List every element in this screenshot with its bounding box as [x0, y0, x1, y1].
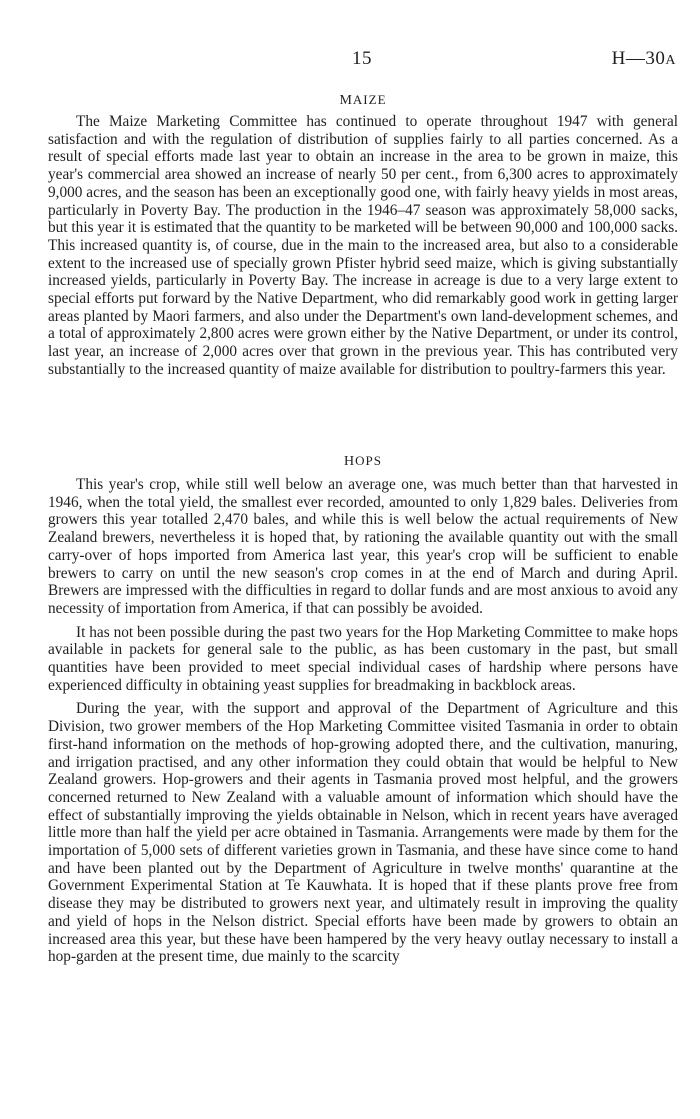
maize-heading-initial: M	[339, 93, 353, 108]
hops-heading-rest: OPS	[355, 453, 382, 468]
hops-paragraph-3: During the year, with the support and approval of the Department of Agriculture and this Division, two grower members of the Hop Marketing Committee visited Tasmania in order to obtain first-hand information on the methods of hop-growing adopted there, and the cultivation, manuring, and irrigation practised, and any other information they could obtain that would be helpful to New Zealand growers. Hop-growers and their agents in Tasmania proved most helpful, and the growers concerned returned to New Zealand with a valuable amount of information which should have the effect of substantially improving the yields obtainable in Nelson, which in recent years have averaged little more than half the yield per acre obtained in Tasmania. Arrangements were made by them for the importation of 5,000 sets of different varieties grown in Tasmania, and these have since come to hand and have been planted out by the Department of Agriculture in twelve months' quarantine at the Government Experimental Station at Te Kauwhata. It is hoped that if these plants prove free from disease they may be distributed to growers next year, and ultimately result in improving the quality and yield of hops in the Nelson district. Special efforts have been made by growers to obtain an increased area this year, but these have been hampered by the very heavy outlay necessary to install a hop-garden at the present time, due mainly to the scarcity	[48, 700, 678, 966]
hops-paragraph-2: It has not been possible during the past two years for the Hop Marketing Committee to make hops available in packets for general sale to the public, as has been customary in the past, but small quantities have been provided to meet special individual cases of hardship where persons have experienced difficulty in obtaining yeast supplies for breadmaking in backblock areas.	[48, 623, 678, 694]
hops-heading	[48, 453, 678, 470]
page-number: 15	[352, 48, 372, 69]
hops-section	[48, 453, 678, 966]
report-code-suffix: A	[665, 53, 676, 68]
maize-paragraph-1: The Maize Marketing Committee has continued to operate throughout 1947 with general satisfaction and with the regulation of distribution of supplies fairly to all parties concerned. As a result of special efforts made last year to obtain an increase in the area to be grown in maize, this year's commercial area showed an increase of nearly 50 per cent., from 6,300 acres to approximately 9,000 acres, and the season has been an exceptionally good one, with fairly heavy yields in most areas, particularly in Poverty Bay. The production in the 1946–47 season was approximately 58,000 sacks, but this year it is estimated that the quantity to be marketed will be between 90,000 and 100,000 sacks. This increased quantity is, of course, due in the main to the increased area, but also to a considerable extent to the increased use of specially grown Pfister hybrid seed maize, which is giving substantially increased yields, particularly in Poverty Bay. The increase in acreage is due to a very large extent to special efforts put forward by the Native Department, who did remarkably good work in getting larger areas planted by Maori farmers, and also under the Department's own land-development schemes, and a total of approximately 2,800 acres were grown either by the Native Department, or under its control, last year, an increase of 2,000 acres over that grown in the previous year. This has contributed very substantially to the increased quantity of maize available for distribution to poultry-farmers this year.	[48, 113, 678, 378]
hops-paragraph-1: This year's crop, while still well below an average one, was much better than that harvested in 1946, when the total yield, the smallest ever recorded, amounted to only 1,829 bales. Deliveries from growers this year totalled 2,470 bales, and while this is well below the actual requirements of New Zealand brewers, nevertheless it is hoped that, by rationing the available quantity out with the small carry-over of hops imported from America last year, this year's crop will be sufficient to enable brewers to carry on until the new season's crop comes in at the end of March and during April. Brewers are impressed with the difficulties in regard to dollar funds and are most anxious to avoid any necessity of importation from America, if that can possibly be avoided.	[48, 476, 678, 617]
page-header	[48, 48, 676, 74]
report-code	[612, 48, 676, 70]
maize-heading-rest: AIZE	[352, 92, 387, 107]
report-code-main: H—30	[611, 48, 666, 69]
maize-heading	[48, 92, 678, 109]
hops-heading-initial: H	[344, 454, 356, 469]
maize-section	[48, 92, 678, 379]
